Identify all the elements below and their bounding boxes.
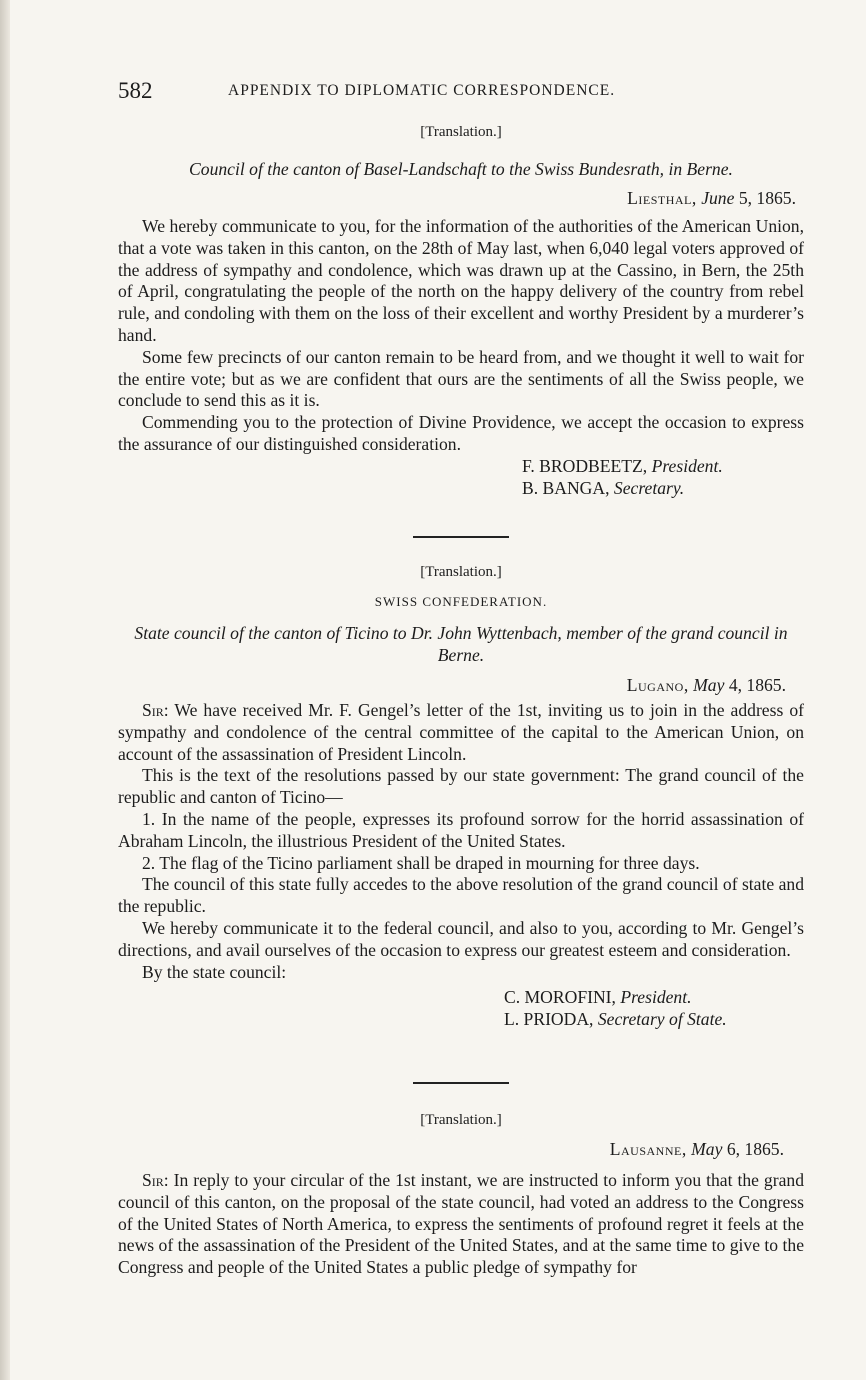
page-header bbox=[118, 78, 804, 108]
dateline-year: 4, 1865. bbox=[728, 675, 786, 695]
section-divider bbox=[118, 1082, 804, 1084]
letter-title: State council of the canton of Ticino to Dr. John Wyttenbach, member of the grand council in Berne. bbox=[134, 623, 788, 665]
paragraph-text: In reply to your circular of the 1st instant, we are instructed to inform you that the grand council of this canton, on the proposal of the state council, had voted an address to the Congress of the United States of North America, to express the sentiments of profound regret it feels at the news of the assassination of the President of the United States, and at the same time to give to the Congress and people of the United States a public pledge of sympathy for bbox=[118, 1170, 805, 1278]
running-head: APPENDIX TO DIPLOMATIC CORRESPONDENCE. bbox=[228, 82, 616, 99]
letter-title: Council of the canton of Basel-Landschaft to the Swiss Bundesrath, in Berne. bbox=[189, 159, 733, 179]
paragraph-text: We have received Mr. F. Gengel’s letter of the 1st, inviting us to join in the address of sympathy and condolence of the central committee of the capital to the American Union, on account of the assassination of President Lincoln. bbox=[118, 700, 804, 764]
salutation: Sir: bbox=[142, 700, 169, 720]
salutation: Sir: bbox=[142, 1170, 169, 1190]
signatory-title: President. bbox=[651, 455, 723, 476]
signature-secretary bbox=[522, 478, 804, 500]
signatory-name: B. BANGA, bbox=[522, 477, 610, 498]
dateline-place: Liesthal, bbox=[627, 188, 697, 208]
dateline bbox=[118, 674, 804, 696]
body-paragraph: By the state council: bbox=[142, 961, 287, 982]
dateline-year: 6, 1865. bbox=[726, 1139, 784, 1159]
letter-body bbox=[118, 1170, 804, 1279]
signatory-name: L. PRIODA, bbox=[504, 1009, 594, 1030]
dateline-month: June bbox=[701, 188, 735, 208]
dateline-month: May bbox=[693, 675, 725, 695]
signature-president bbox=[522, 456, 804, 478]
signatory-name: C. MOROFINI, bbox=[504, 987, 616, 1008]
body-paragraph bbox=[118, 1170, 804, 1279]
signature-secretary bbox=[504, 1009, 804, 1031]
body-paragraph: This is the text of the resolutions passed by our state government: The grand council of the republic and canton of Ticino— bbox=[118, 765, 804, 808]
translation-note: [Translation.] bbox=[420, 1112, 502, 1128]
signatory-name: F. BRODBEETZ, bbox=[522, 455, 648, 476]
body-paragraph: We hereby communicate it to the federal council, and also to you, according to Mr. Gengel’s directions, and avail ourselves of the occasion to express our greatest esteem and consideration. bbox=[118, 917, 804, 960]
dateline-month: May bbox=[691, 1139, 723, 1159]
body-paragraph: Commending you to the protection of Divine Providence, we accept the occasion to express the assurance of our distinguished consideration. bbox=[118, 412, 804, 454]
dateline bbox=[118, 187, 804, 209]
letter-body bbox=[118, 700, 804, 983]
section-heading: SWISS CONFEDERATION. bbox=[374, 594, 548, 609]
signatory-title: Secretary of State. bbox=[597, 1009, 727, 1030]
body-paragraph bbox=[118, 700, 804, 765]
page-gutter bbox=[0, 0, 10, 1380]
body-paragraph: The council of this state fully accedes to the above resolution of the grand council of state and the republic. bbox=[118, 874, 804, 917]
section-divider bbox=[118, 536, 804, 538]
translation-note: [Translation.] bbox=[420, 564, 502, 580]
dateline-place: Lugano, bbox=[626, 675, 689, 695]
dateline-year: 5, 1865. bbox=[738, 188, 796, 208]
letter-basel bbox=[118, 124, 804, 499]
letter-body bbox=[118, 216, 804, 456]
dateline bbox=[118, 1138, 804, 1160]
signatory-title: President. bbox=[620, 987, 692, 1008]
body-paragraph: 1. In the name of the people, expresses its profound sorrow for the horrid assassination of Abraham Lincoln, the illustrious President of the United States. bbox=[118, 808, 804, 851]
signatory-title: Secretary. bbox=[613, 477, 685, 498]
letter-ticino bbox=[118, 564, 804, 1031]
body-paragraph: 2. The flag of the Ticino parliament shall be draped in mourning for three days. bbox=[142, 852, 700, 873]
signature-president bbox=[504, 987, 804, 1009]
page-number: 582 bbox=[118, 78, 153, 103]
letter-lausanne bbox=[118, 1112, 804, 1279]
body-paragraph: Some few precincts of our canton remain to be heard from, and we thought it well to wait for the entire vote; but as we are confident that ours are the sentiments of all the Swiss people, we conclude to send this as it is. bbox=[118, 346, 804, 411]
dateline-place: Lausanne, bbox=[609, 1139, 687, 1159]
body-paragraph: We hereby communicate to you, for the information of the authorities of the American Union, that a vote was taken in this canton, on the 28th of May last, when 6,040 legal voters approved of the address of sympathy and condolence, which was drawn up at the Cassino, in Bern, the 25th of April, congratulating the people of the north on the happy delivery of the country from rebel rule, and condoling with them on the loss of their excellent and worthy President by a murderer’s hand. bbox=[118, 216, 804, 345]
translation-note: [Translation.] bbox=[420, 124, 502, 140]
